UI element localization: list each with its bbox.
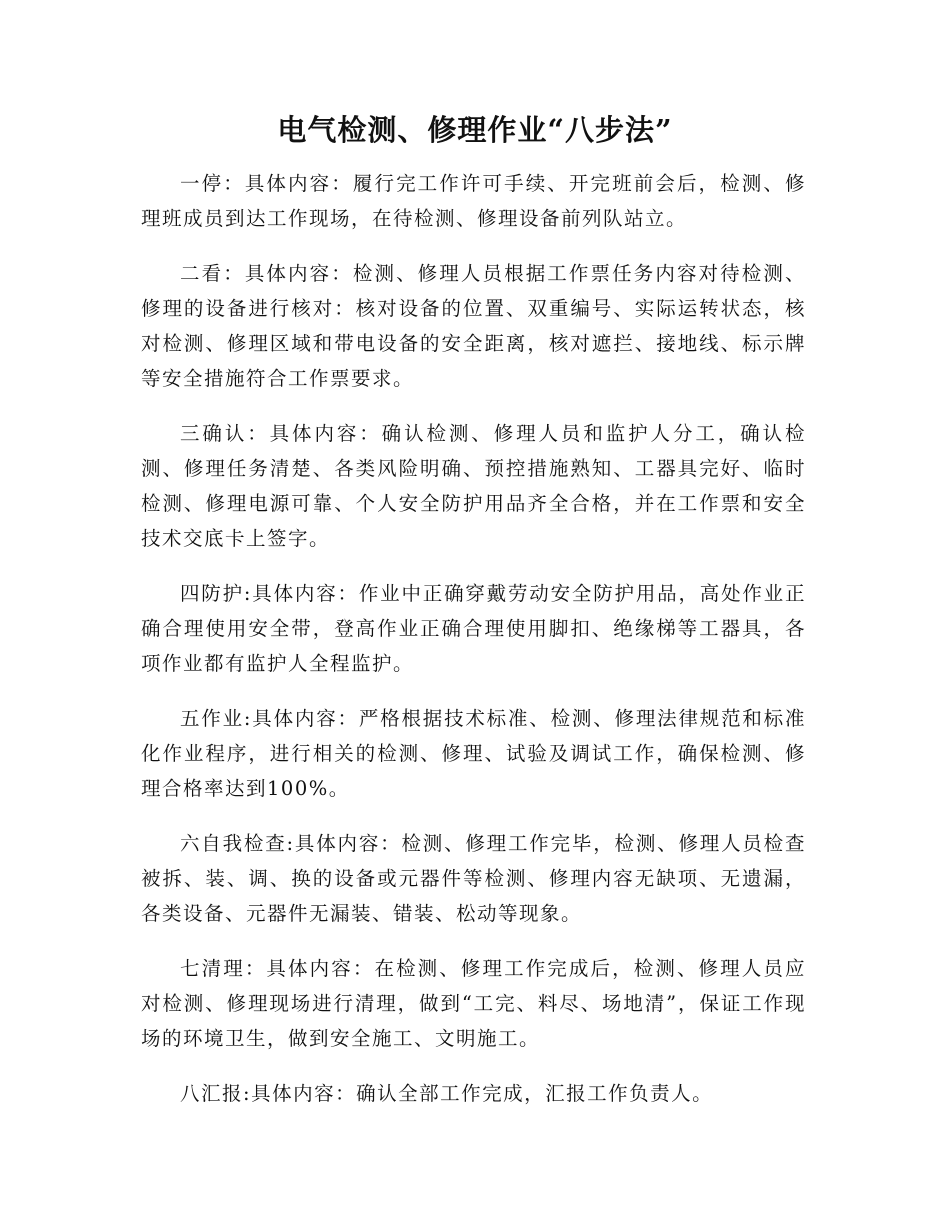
step-8-paragraph: 八汇报:具体内容：确认全部工作完成，汇报工作负责人。 [180,1082,714,1105]
step-1-paragraph: 一停：具体内容：履行完工作许可手续、开完班前会后，检测、修理班成员到达工作现场，在待检测、修理设备前列队站立。 [141,172,806,230]
step-5-paragraph: 五作业:具体内容：严格根据技术标准、检测、修理法律规范和标准化作业程序，进行相关的检测、修理、试验及调试工作，确保检测、修理合格率达到100%。 [141,707,806,800]
step-2-paragraph: 二看：具体内容：检测、修理人员根据工作票任务内容对待检测、修理的设备进行核对：核对设备的位置、双重编号、实际运转状态，核对检测、修理区域和带电设备的安全距离，核对遮拦、接地线、标示牌等安全措施符合工作票要求。 [141,262,806,390]
step-3-paragraph: 三确认：具体内容：确认检测、修理人员和监护人分工，确认检测、修理任务清楚、各类风险明确、预控措施熟知、工器具完好、临时检测、修理电源可靠、个人安全防护用品齐全合格，并在工作票和安全技术交底卡上签字。 [141,422,806,550]
document-title: 电气检测、修理作业“八步法” [277,113,673,147]
step-6-paragraph: 六自我检查:具体内容：检测、修理工作完毕，检测、修理人员检查被拆、装、调、换的设备或元器件等检测、修理内容无缺项、无遗漏，各类设备、元器件无漏装、错装、松动等现象。 [141,832,806,925]
step-7-paragraph: 七清理：具体内容：在检测、修理工作完成后，检测、修理人员应对检测、修理现场进行清理，做到“工完、料尽、场地清”，保证工作现场的环境卫生，做到安全施工、文明施工。 [141,957,806,1050]
step-4-paragraph: 四防护:具体内容：作业中正确穿戴劳动安全防护用品，高处作业正确合理使用安全带，登高作业正确合理使用脚扣、绝缘梯等工器具，各项作业都有监护人全程监护。 [141,582,806,675]
document-body [141,166,806,1131]
